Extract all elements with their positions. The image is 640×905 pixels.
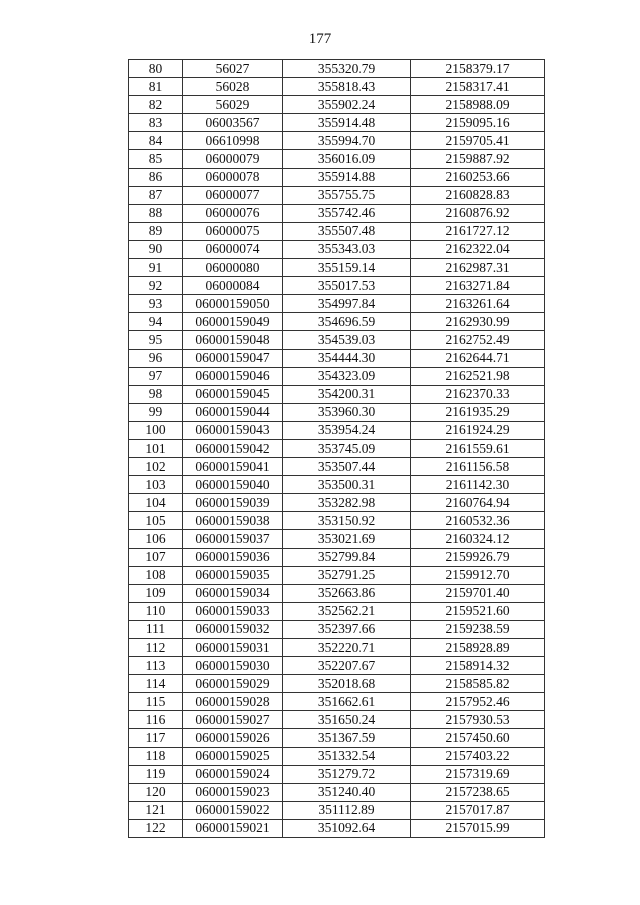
x-coordinate-cell: 352663.86	[283, 584, 411, 602]
table-row	[129, 313, 545, 331]
point-id-cell: 06003567	[183, 114, 283, 132]
x-coordinate-cell: 355994.70	[283, 132, 411, 150]
row-index-cell: 101	[129, 439, 183, 457]
x-coordinate-cell: 353960.30	[283, 403, 411, 421]
x-coordinate-cell: 355914.88	[283, 168, 411, 186]
x-coordinate-cell: 353500.31	[283, 476, 411, 494]
row-index-cell: 121	[129, 801, 183, 819]
point-id-cell: 06000159032	[183, 620, 283, 638]
point-id-cell: 56028	[183, 78, 283, 96]
x-coordinate-cell: 352220.71	[283, 639, 411, 657]
point-id-cell: 06000076	[183, 204, 283, 222]
x-coordinate-cell: 355755.75	[283, 186, 411, 204]
point-id-cell: 06000159045	[183, 385, 283, 403]
y-coordinate-cell: 2160764.94	[411, 494, 545, 512]
y-coordinate-cell: 2159912.70	[411, 566, 545, 584]
row-index-cell: 120	[129, 783, 183, 801]
x-coordinate-cell: 356016.09	[283, 150, 411, 168]
y-coordinate-cell: 2159926.79	[411, 548, 545, 566]
x-coordinate-cell: 355742.46	[283, 204, 411, 222]
table-row	[129, 747, 545, 765]
x-coordinate-cell: 355017.53	[283, 277, 411, 295]
point-id-cell: 06000159030	[183, 657, 283, 675]
point-id-cell: 06000159036	[183, 548, 283, 566]
point-id-cell: 06000077	[183, 186, 283, 204]
table-row	[129, 602, 545, 620]
point-id-cell: 06000159048	[183, 331, 283, 349]
row-index-cell: 116	[129, 711, 183, 729]
y-coordinate-cell: 2160253.66	[411, 168, 545, 186]
y-coordinate-cell: 2163271.84	[411, 277, 545, 295]
table-row	[129, 259, 545, 277]
row-index-cell: 85	[129, 150, 183, 168]
y-coordinate-cell: 2157015.99	[411, 819, 545, 837]
y-coordinate-cell: 2162930.99	[411, 313, 545, 331]
y-coordinate-cell: 2161559.61	[411, 439, 545, 457]
row-index-cell: 114	[129, 675, 183, 693]
point-id-cell: 06000159049	[183, 313, 283, 331]
point-id-cell: 06000159043	[183, 421, 283, 439]
table-row	[129, 711, 545, 729]
x-coordinate-cell: 354444.30	[283, 349, 411, 367]
row-index-cell: 110	[129, 602, 183, 620]
y-coordinate-cell: 2157319.69	[411, 765, 545, 783]
y-coordinate-cell: 2159095.16	[411, 114, 545, 132]
x-coordinate-cell: 355914.48	[283, 114, 411, 132]
row-index-cell: 115	[129, 693, 183, 711]
table-row	[129, 60, 545, 78]
y-coordinate-cell: 2163261.64	[411, 295, 545, 313]
point-id-cell: 06000159042	[183, 439, 283, 457]
y-coordinate-cell: 2158379.17	[411, 60, 545, 78]
y-coordinate-cell: 2162752.49	[411, 331, 545, 349]
table-row	[129, 132, 545, 150]
row-index-cell: 117	[129, 729, 183, 747]
row-index-cell: 112	[129, 639, 183, 657]
table-row	[129, 222, 545, 240]
x-coordinate-cell: 354539.03	[283, 331, 411, 349]
point-id-cell: 06000159039	[183, 494, 283, 512]
row-index-cell: 100	[129, 421, 183, 439]
x-coordinate-cell: 354323.09	[283, 367, 411, 385]
x-coordinate-cell: 353150.92	[283, 512, 411, 530]
y-coordinate-cell: 2160828.83	[411, 186, 545, 204]
point-id-cell: 56027	[183, 60, 283, 78]
point-id-cell: 06000159026	[183, 729, 283, 747]
row-index-cell: 86	[129, 168, 183, 186]
x-coordinate-cell: 355507.48	[283, 222, 411, 240]
y-coordinate-cell: 2157952.46	[411, 693, 545, 711]
row-index-cell: 93	[129, 295, 183, 313]
row-index-cell: 98	[129, 385, 183, 403]
y-coordinate-cell: 2157403.22	[411, 747, 545, 765]
row-index-cell: 108	[129, 566, 183, 584]
table-row	[129, 693, 545, 711]
point-id-cell: 06610998	[183, 132, 283, 150]
row-index-cell: 87	[129, 186, 183, 204]
x-coordinate-cell: 351279.72	[283, 765, 411, 783]
point-id-cell: 06000080	[183, 259, 283, 277]
point-id-cell: 06000159021	[183, 819, 283, 837]
table-row	[129, 367, 545, 385]
point-id-cell: 06000159046	[183, 367, 283, 385]
table-row	[129, 566, 545, 584]
y-coordinate-cell: 2160532.36	[411, 512, 545, 530]
point-id-cell: 56029	[183, 96, 283, 114]
point-id-cell: 06000159025	[183, 747, 283, 765]
x-coordinate-cell: 352791.25	[283, 566, 411, 584]
x-coordinate-cell: 355159.14	[283, 259, 411, 277]
point-id-cell: 06000159034	[183, 584, 283, 602]
x-coordinate-cell: 353745.09	[283, 439, 411, 457]
page-number: 177	[308, 31, 332, 47]
table-row	[129, 96, 545, 114]
y-coordinate-cell: 2161924.29	[411, 421, 545, 439]
x-coordinate-cell: 352799.84	[283, 548, 411, 566]
x-coordinate-cell: 351240.40	[283, 783, 411, 801]
table-row	[129, 295, 545, 313]
row-index-cell: 84	[129, 132, 183, 150]
x-coordinate-cell: 355902.24	[283, 96, 411, 114]
row-index-cell: 103	[129, 476, 183, 494]
y-coordinate-cell: 2161156.58	[411, 458, 545, 476]
table-row	[129, 240, 545, 258]
y-coordinate-cell: 2157017.87	[411, 801, 545, 819]
row-index-cell: 88	[129, 204, 183, 222]
row-index-cell: 119	[129, 765, 183, 783]
y-coordinate-cell: 2157238.65	[411, 783, 545, 801]
y-coordinate-cell: 2158585.82	[411, 675, 545, 693]
table-row	[129, 349, 545, 367]
row-index-cell: 111	[129, 620, 183, 638]
table-row	[129, 657, 545, 675]
table-row	[129, 385, 545, 403]
x-coordinate-cell: 352018.68	[283, 675, 411, 693]
table-row	[129, 150, 545, 168]
point-id-cell: 06000159022	[183, 801, 283, 819]
y-coordinate-cell: 2160876.92	[411, 204, 545, 222]
table-row	[129, 494, 545, 512]
y-coordinate-cell: 2159887.92	[411, 150, 545, 168]
point-id-cell: 06000159024	[183, 765, 283, 783]
x-coordinate-cell: 352207.67	[283, 657, 411, 675]
table-row	[129, 458, 545, 476]
row-index-cell: 99	[129, 403, 183, 421]
table-row	[129, 801, 545, 819]
row-index-cell: 81	[129, 78, 183, 96]
x-coordinate-cell: 355320.79	[283, 60, 411, 78]
table-row	[129, 439, 545, 457]
row-index-cell: 95	[129, 331, 183, 349]
table-row	[129, 78, 545, 96]
point-id-cell: 06000159044	[183, 403, 283, 421]
table-row	[129, 277, 545, 295]
table-row	[129, 476, 545, 494]
y-coordinate-cell: 2161727.12	[411, 222, 545, 240]
row-index-cell: 107	[129, 548, 183, 566]
y-coordinate-cell: 2157450.60	[411, 729, 545, 747]
row-index-cell: 102	[129, 458, 183, 476]
row-index-cell: 96	[129, 349, 183, 367]
row-index-cell: 92	[129, 277, 183, 295]
point-id-cell: 06000078	[183, 168, 283, 186]
y-coordinate-cell: 2159238.59	[411, 620, 545, 638]
x-coordinate-cell: 352397.66	[283, 620, 411, 638]
y-coordinate-cell: 2162644.71	[411, 349, 545, 367]
row-index-cell: 83	[129, 114, 183, 132]
row-index-cell: 97	[129, 367, 183, 385]
point-id-cell: 06000159047	[183, 349, 283, 367]
point-id-cell: 06000159040	[183, 476, 283, 494]
y-coordinate-cell: 2159705.41	[411, 132, 545, 150]
row-index-cell: 106	[129, 530, 183, 548]
table-row	[129, 512, 545, 530]
x-coordinate-cell: 351112.89	[283, 801, 411, 819]
x-coordinate-cell: 354200.31	[283, 385, 411, 403]
table-row	[129, 620, 545, 638]
row-index-cell: 89	[129, 222, 183, 240]
point-id-cell: 06000159050	[183, 295, 283, 313]
point-id-cell: 06000159033	[183, 602, 283, 620]
point-id-cell: 06000159023	[183, 783, 283, 801]
row-index-cell: 80	[129, 60, 183, 78]
y-coordinate-cell: 2159521.60	[411, 602, 545, 620]
row-index-cell: 105	[129, 512, 183, 530]
point-id-cell: 06000075	[183, 222, 283, 240]
x-coordinate-cell: 351367.59	[283, 729, 411, 747]
point-id-cell: 06000074	[183, 240, 283, 258]
y-coordinate-cell: 2162987.31	[411, 259, 545, 277]
table-row	[129, 675, 545, 693]
table-row	[129, 548, 545, 566]
table-row	[129, 204, 545, 222]
row-index-cell: 90	[129, 240, 183, 258]
point-id-cell: 06000159027	[183, 711, 283, 729]
point-id-cell: 06000159037	[183, 530, 283, 548]
table-row	[129, 186, 545, 204]
y-coordinate-cell: 2157930.53	[411, 711, 545, 729]
x-coordinate-cell: 354997.84	[283, 295, 411, 313]
x-coordinate-cell: 351662.61	[283, 693, 411, 711]
x-coordinate-cell: 353507.44	[283, 458, 411, 476]
table-row	[129, 765, 545, 783]
y-coordinate-cell: 2158928.89	[411, 639, 545, 657]
table-row	[129, 819, 545, 837]
row-index-cell: 109	[129, 584, 183, 602]
y-coordinate-cell: 2158914.32	[411, 657, 545, 675]
point-id-cell: 06000159029	[183, 675, 283, 693]
coordinates-table	[128, 59, 545, 838]
table-row	[129, 783, 545, 801]
row-index-cell: 122	[129, 819, 183, 837]
x-coordinate-cell: 351092.64	[283, 819, 411, 837]
x-coordinate-cell: 352562.21	[283, 602, 411, 620]
point-id-cell: 06000159041	[183, 458, 283, 476]
y-coordinate-cell: 2159701.40	[411, 584, 545, 602]
table-row	[129, 530, 545, 548]
y-coordinate-cell: 2161935.29	[411, 403, 545, 421]
y-coordinate-cell: 2161142.30	[411, 476, 545, 494]
row-index-cell: 94	[129, 313, 183, 331]
x-coordinate-cell: 351332.54	[283, 747, 411, 765]
y-coordinate-cell: 2158317.41	[411, 78, 545, 96]
y-coordinate-cell: 2158988.09	[411, 96, 545, 114]
table-row	[129, 639, 545, 657]
point-id-cell: 06000159035	[183, 566, 283, 584]
y-coordinate-cell: 2162370.33	[411, 385, 545, 403]
row-index-cell: 113	[129, 657, 183, 675]
x-coordinate-cell: 353021.69	[283, 530, 411, 548]
point-id-cell: 06000159031	[183, 639, 283, 657]
table-row	[129, 729, 545, 747]
row-index-cell: 82	[129, 96, 183, 114]
y-coordinate-cell: 2162521.98	[411, 367, 545, 385]
x-coordinate-cell: 351650.24	[283, 711, 411, 729]
x-coordinate-cell: 355818.43	[283, 78, 411, 96]
table-row	[129, 403, 545, 421]
table-row	[129, 168, 545, 186]
table-row	[129, 421, 545, 439]
table-row	[129, 584, 545, 602]
x-coordinate-cell: 353282.98	[283, 494, 411, 512]
table-row	[129, 114, 545, 132]
x-coordinate-cell: 354696.59	[283, 313, 411, 331]
point-id-cell: 06000079	[183, 150, 283, 168]
point-id-cell: 06000159028	[183, 693, 283, 711]
y-coordinate-cell: 2160324.12	[411, 530, 545, 548]
row-index-cell: 118	[129, 747, 183, 765]
row-index-cell: 91	[129, 259, 183, 277]
point-id-cell: 06000084	[183, 277, 283, 295]
y-coordinate-cell: 2162322.04	[411, 240, 545, 258]
point-id-cell: 06000159038	[183, 512, 283, 530]
row-index-cell: 104	[129, 494, 183, 512]
x-coordinate-cell: 355343.03	[283, 240, 411, 258]
x-coordinate-cell: 353954.24	[283, 421, 411, 439]
table-row	[129, 331, 545, 349]
